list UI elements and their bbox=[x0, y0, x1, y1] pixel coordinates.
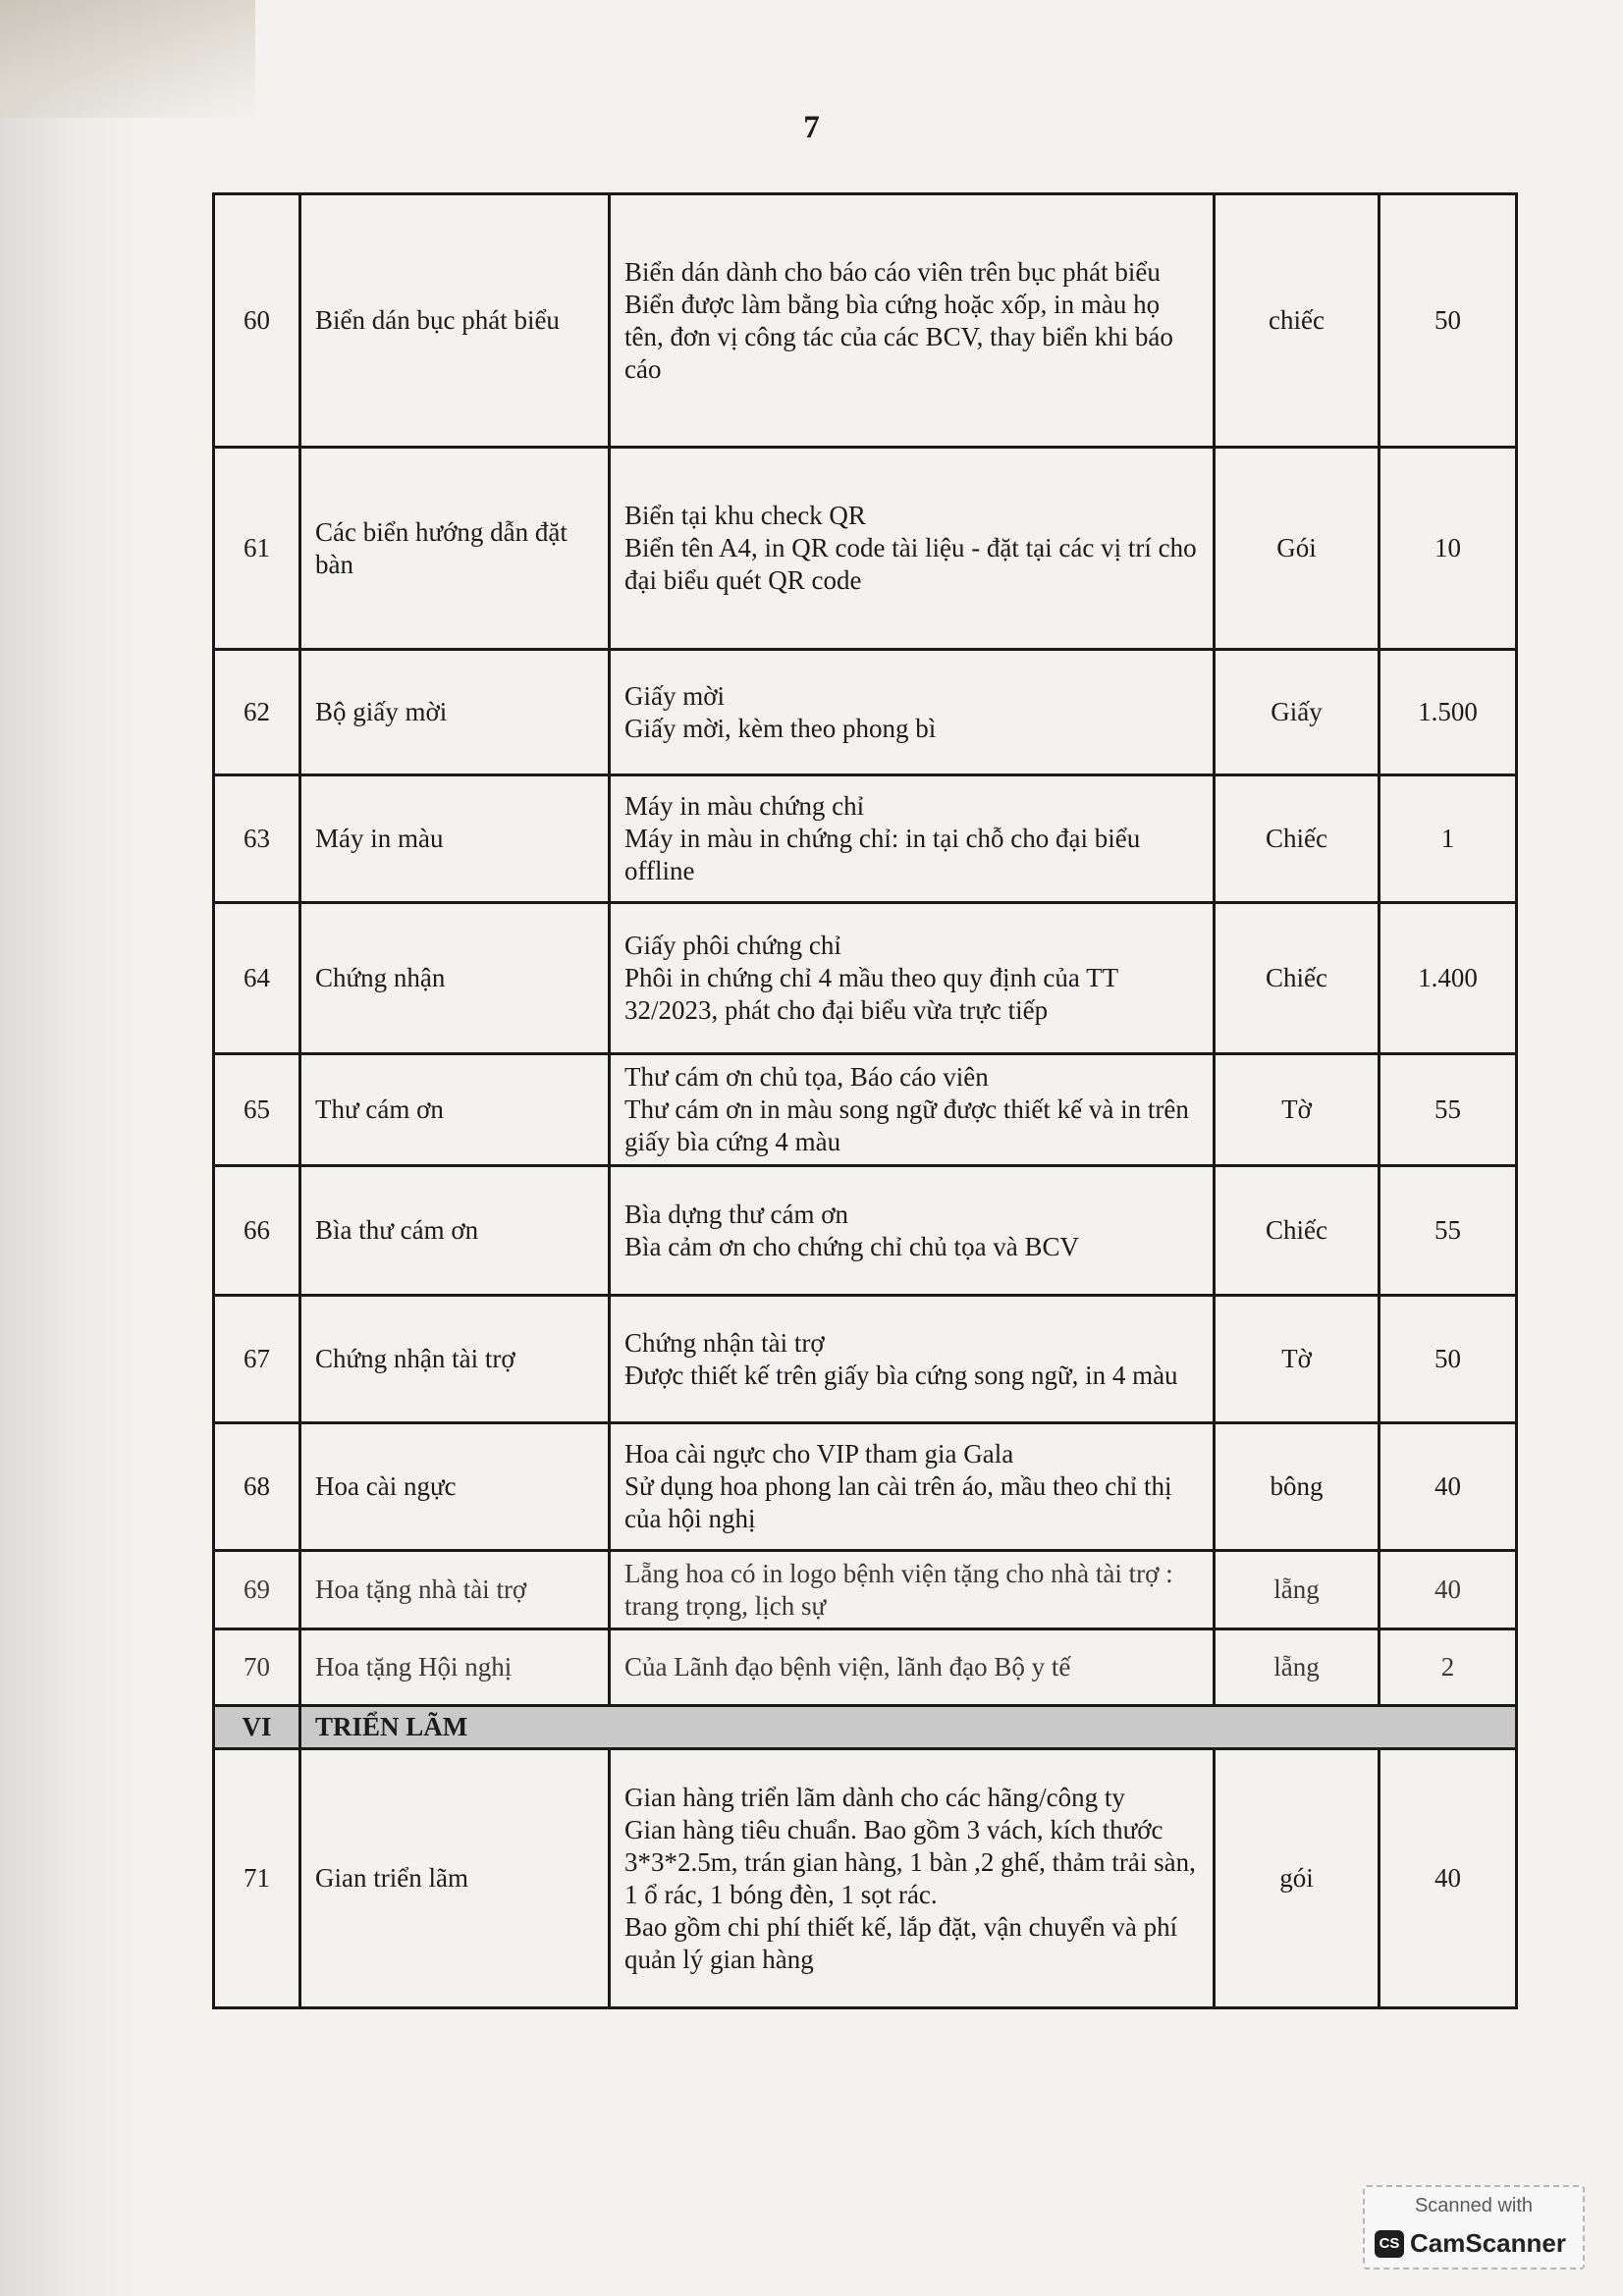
item-unit: chiếc bbox=[1215, 194, 1380, 448]
table-row bbox=[214, 1166, 1517, 1296]
description-line: Bìa cảm ơn cho chứng chỉ chủ tọa và BCV bbox=[624, 1231, 1080, 1261]
item-name: Hoa tặng Hội nghị bbox=[300, 1629, 610, 1706]
row-number: 61 bbox=[214, 448, 300, 650]
row-number: 67 bbox=[214, 1296, 300, 1423]
row-number: 70 bbox=[214, 1629, 300, 1706]
item-quantity: 40 bbox=[1380, 1749, 1517, 2008]
item-quantity: 40 bbox=[1380, 1423, 1517, 1551]
description-line: Gian hàng tiêu chuẩn. Bao gồm 3 vách, kích thước 3*3*2.5m, trán gian hàng, 1 bàn ,2 ghế, thảm trải sàn, 1 ổ rác, 1 bóng đèn, 1 sọt rác. bbox=[624, 1814, 1196, 1909]
row-number: 62 bbox=[214, 650, 300, 775]
item-table bbox=[212, 192, 1518, 2009]
section-title: TRIỂN LÃM bbox=[300, 1706, 1517, 1749]
table-row bbox=[214, 650, 1517, 775]
item-unit: Tờ bbox=[1215, 1054, 1380, 1166]
item-unit: Chiếc bbox=[1215, 1166, 1380, 1296]
item-name: Chứng nhận bbox=[300, 903, 610, 1054]
table-row bbox=[214, 1629, 1517, 1706]
item-description bbox=[610, 1551, 1215, 1629]
section-number: VI bbox=[214, 1706, 300, 1749]
table-row bbox=[214, 448, 1517, 650]
item-unit: Chiếc bbox=[1215, 903, 1380, 1054]
table-row bbox=[214, 194, 1517, 448]
row-number: 71 bbox=[214, 1749, 300, 2008]
item-unit: bông bbox=[1215, 1423, 1380, 1551]
item-description bbox=[610, 1054, 1215, 1166]
description-line: Máy in màu in chứng chỉ: in tại chỗ cho đại biểu offline bbox=[624, 824, 1141, 885]
description-line: Của Lãnh đạo bệnh viện, lãnh đạo Bộ y tế bbox=[624, 1652, 1071, 1682]
description-line: Được thiết kế trên giấy bìa cứng song ngữ, in 4 màu bbox=[624, 1360, 1178, 1390]
table-row bbox=[214, 1749, 1517, 2008]
item-name: Chứng nhận tài trợ bbox=[300, 1296, 610, 1423]
description-line: Biển tại khu check QR bbox=[624, 501, 866, 530]
item-quantity: 1 bbox=[1380, 775, 1517, 903]
description-line: Bìa dựng thư cám ơn bbox=[624, 1199, 849, 1229]
item-name: Hoa tặng nhà tài trợ bbox=[300, 1551, 610, 1629]
row-number: 68 bbox=[214, 1423, 300, 1551]
item-name: Biển dán bục phát biểu bbox=[300, 194, 610, 448]
item-unit: lẵng bbox=[1215, 1629, 1380, 1706]
item-name: Các biển hướng dẫn đặt bàn bbox=[300, 448, 610, 650]
description-line: Giấy mời, kèm theo phong bì bbox=[624, 713, 937, 743]
item-quantity: 10 bbox=[1380, 448, 1517, 650]
item-unit: Giấy bbox=[1215, 650, 1380, 775]
item-quantity: 55 bbox=[1380, 1166, 1517, 1296]
description-line: Máy in màu chứng chỉ bbox=[624, 791, 865, 821]
item-description bbox=[610, 448, 1215, 650]
item-unit: Gói bbox=[1215, 448, 1380, 650]
description-line: Hoa cài ngực cho VIP tham gia Gala bbox=[624, 1439, 1014, 1468]
row-number: 64 bbox=[214, 903, 300, 1054]
page-number: 7 bbox=[803, 110, 820, 145]
description-line: Biển được làm bằng bìa cứng hoặc xốp, in màu họ tên, đơn vị công tác của các BCV, thay biển khi báo cáo bbox=[624, 289, 1173, 384]
description-line: Lẵng hoa có in logo bệnh viện tặng cho nhà tài trợ : trang trọng, lịch sự bbox=[624, 1558, 1173, 1621]
description-line: Thư cám ơn chủ tọa, Báo cáo viên bbox=[624, 1062, 989, 1092]
item-name: Thư cám ơn bbox=[300, 1054, 610, 1166]
camscanner-watermark bbox=[1363, 2185, 1585, 2269]
item-unit: lẵng bbox=[1215, 1551, 1380, 1629]
row-number: 66 bbox=[214, 1166, 300, 1296]
item-name: Gian triển lãm bbox=[300, 1749, 610, 2008]
description-line: Phôi in chứng chỉ 4 mầu theo quy định của TT 32/2023, phát cho đại biểu vừa trực tiếp bbox=[624, 963, 1118, 1025]
table-row bbox=[214, 1423, 1517, 1551]
table-row bbox=[214, 1054, 1517, 1166]
description-line: Bao gồm chi phí thiết kế, lắp đặt, vận chuyển và phí quản lý gian hàng bbox=[624, 1911, 1178, 1974]
item-unit: Chiếc bbox=[1215, 775, 1380, 903]
item-quantity: 40 bbox=[1380, 1551, 1517, 1629]
description-line: Chứng nhận tài trợ bbox=[624, 1327, 825, 1358]
item-description bbox=[610, 1749, 1215, 2008]
description-line: Gian hàng triển lãm dành cho các hãng/công ty bbox=[624, 1782, 1125, 1812]
item-quantity: 50 bbox=[1380, 194, 1517, 448]
description-line: Giấy phôi chứng chỉ bbox=[624, 931, 841, 960]
scan-edge-shadow bbox=[0, 0, 137, 2296]
item-name: Hoa cài ngực bbox=[300, 1423, 610, 1551]
item-unit: gói bbox=[1215, 1749, 1380, 2008]
camscanner-logo-icon: CS bbox=[1375, 2230, 1404, 2258]
item-quantity: 1.500 bbox=[1380, 650, 1517, 775]
item-quantity: 2 bbox=[1380, 1629, 1517, 1706]
item-name: Bìa thư cám ơn bbox=[300, 1166, 610, 1296]
table-row bbox=[214, 775, 1517, 903]
row-number: 63 bbox=[214, 775, 300, 903]
item-description bbox=[610, 194, 1215, 448]
description-line: Biển dán dành cho báo cáo viên trên bục phát biểu bbox=[624, 256, 1161, 287]
table-row bbox=[214, 1551, 1517, 1629]
item-unit: Tờ bbox=[1215, 1296, 1380, 1423]
description-line: Thư cám ơn in màu song ngữ được thiết kế và in trên giấy bìa cứng 4 màu bbox=[624, 1095, 1189, 1156]
item-description bbox=[610, 1296, 1215, 1423]
watermark-brand: CamScanner bbox=[1410, 2228, 1566, 2258]
item-quantity: 55 bbox=[1380, 1054, 1517, 1166]
item-name: Bộ giấy mời bbox=[300, 650, 610, 775]
item-description bbox=[610, 903, 1215, 1054]
table-row bbox=[214, 1296, 1517, 1423]
item-description bbox=[610, 775, 1215, 903]
table-row bbox=[214, 903, 1517, 1054]
item-description bbox=[610, 1423, 1215, 1551]
item-quantity: 1.400 bbox=[1380, 903, 1517, 1054]
row-number: 65 bbox=[214, 1054, 300, 1166]
item-name: Máy in màu bbox=[300, 775, 610, 903]
watermark-caption: Scanned with bbox=[1414, 2195, 1534, 2216]
row-number: 69 bbox=[214, 1551, 300, 1629]
item-description bbox=[610, 650, 1215, 775]
section-row bbox=[214, 1706, 1517, 1749]
row-number: 60 bbox=[214, 194, 300, 448]
item-quantity: 50 bbox=[1380, 1296, 1517, 1423]
description-line: Giấy mời bbox=[624, 680, 726, 711]
description-line: Biển tên A4, in QR code tài liệu - đặt tại các vị trí cho đại biểu quét QR code bbox=[624, 533, 1197, 595]
item-description bbox=[610, 1629, 1215, 1706]
description-line: Sử dụng hoa phong lan cài trên áo, mầu theo chỉ thị của hội nghị bbox=[624, 1471, 1172, 1533]
item-description bbox=[610, 1166, 1215, 1296]
page-corner-fold bbox=[0, 0, 255, 118]
